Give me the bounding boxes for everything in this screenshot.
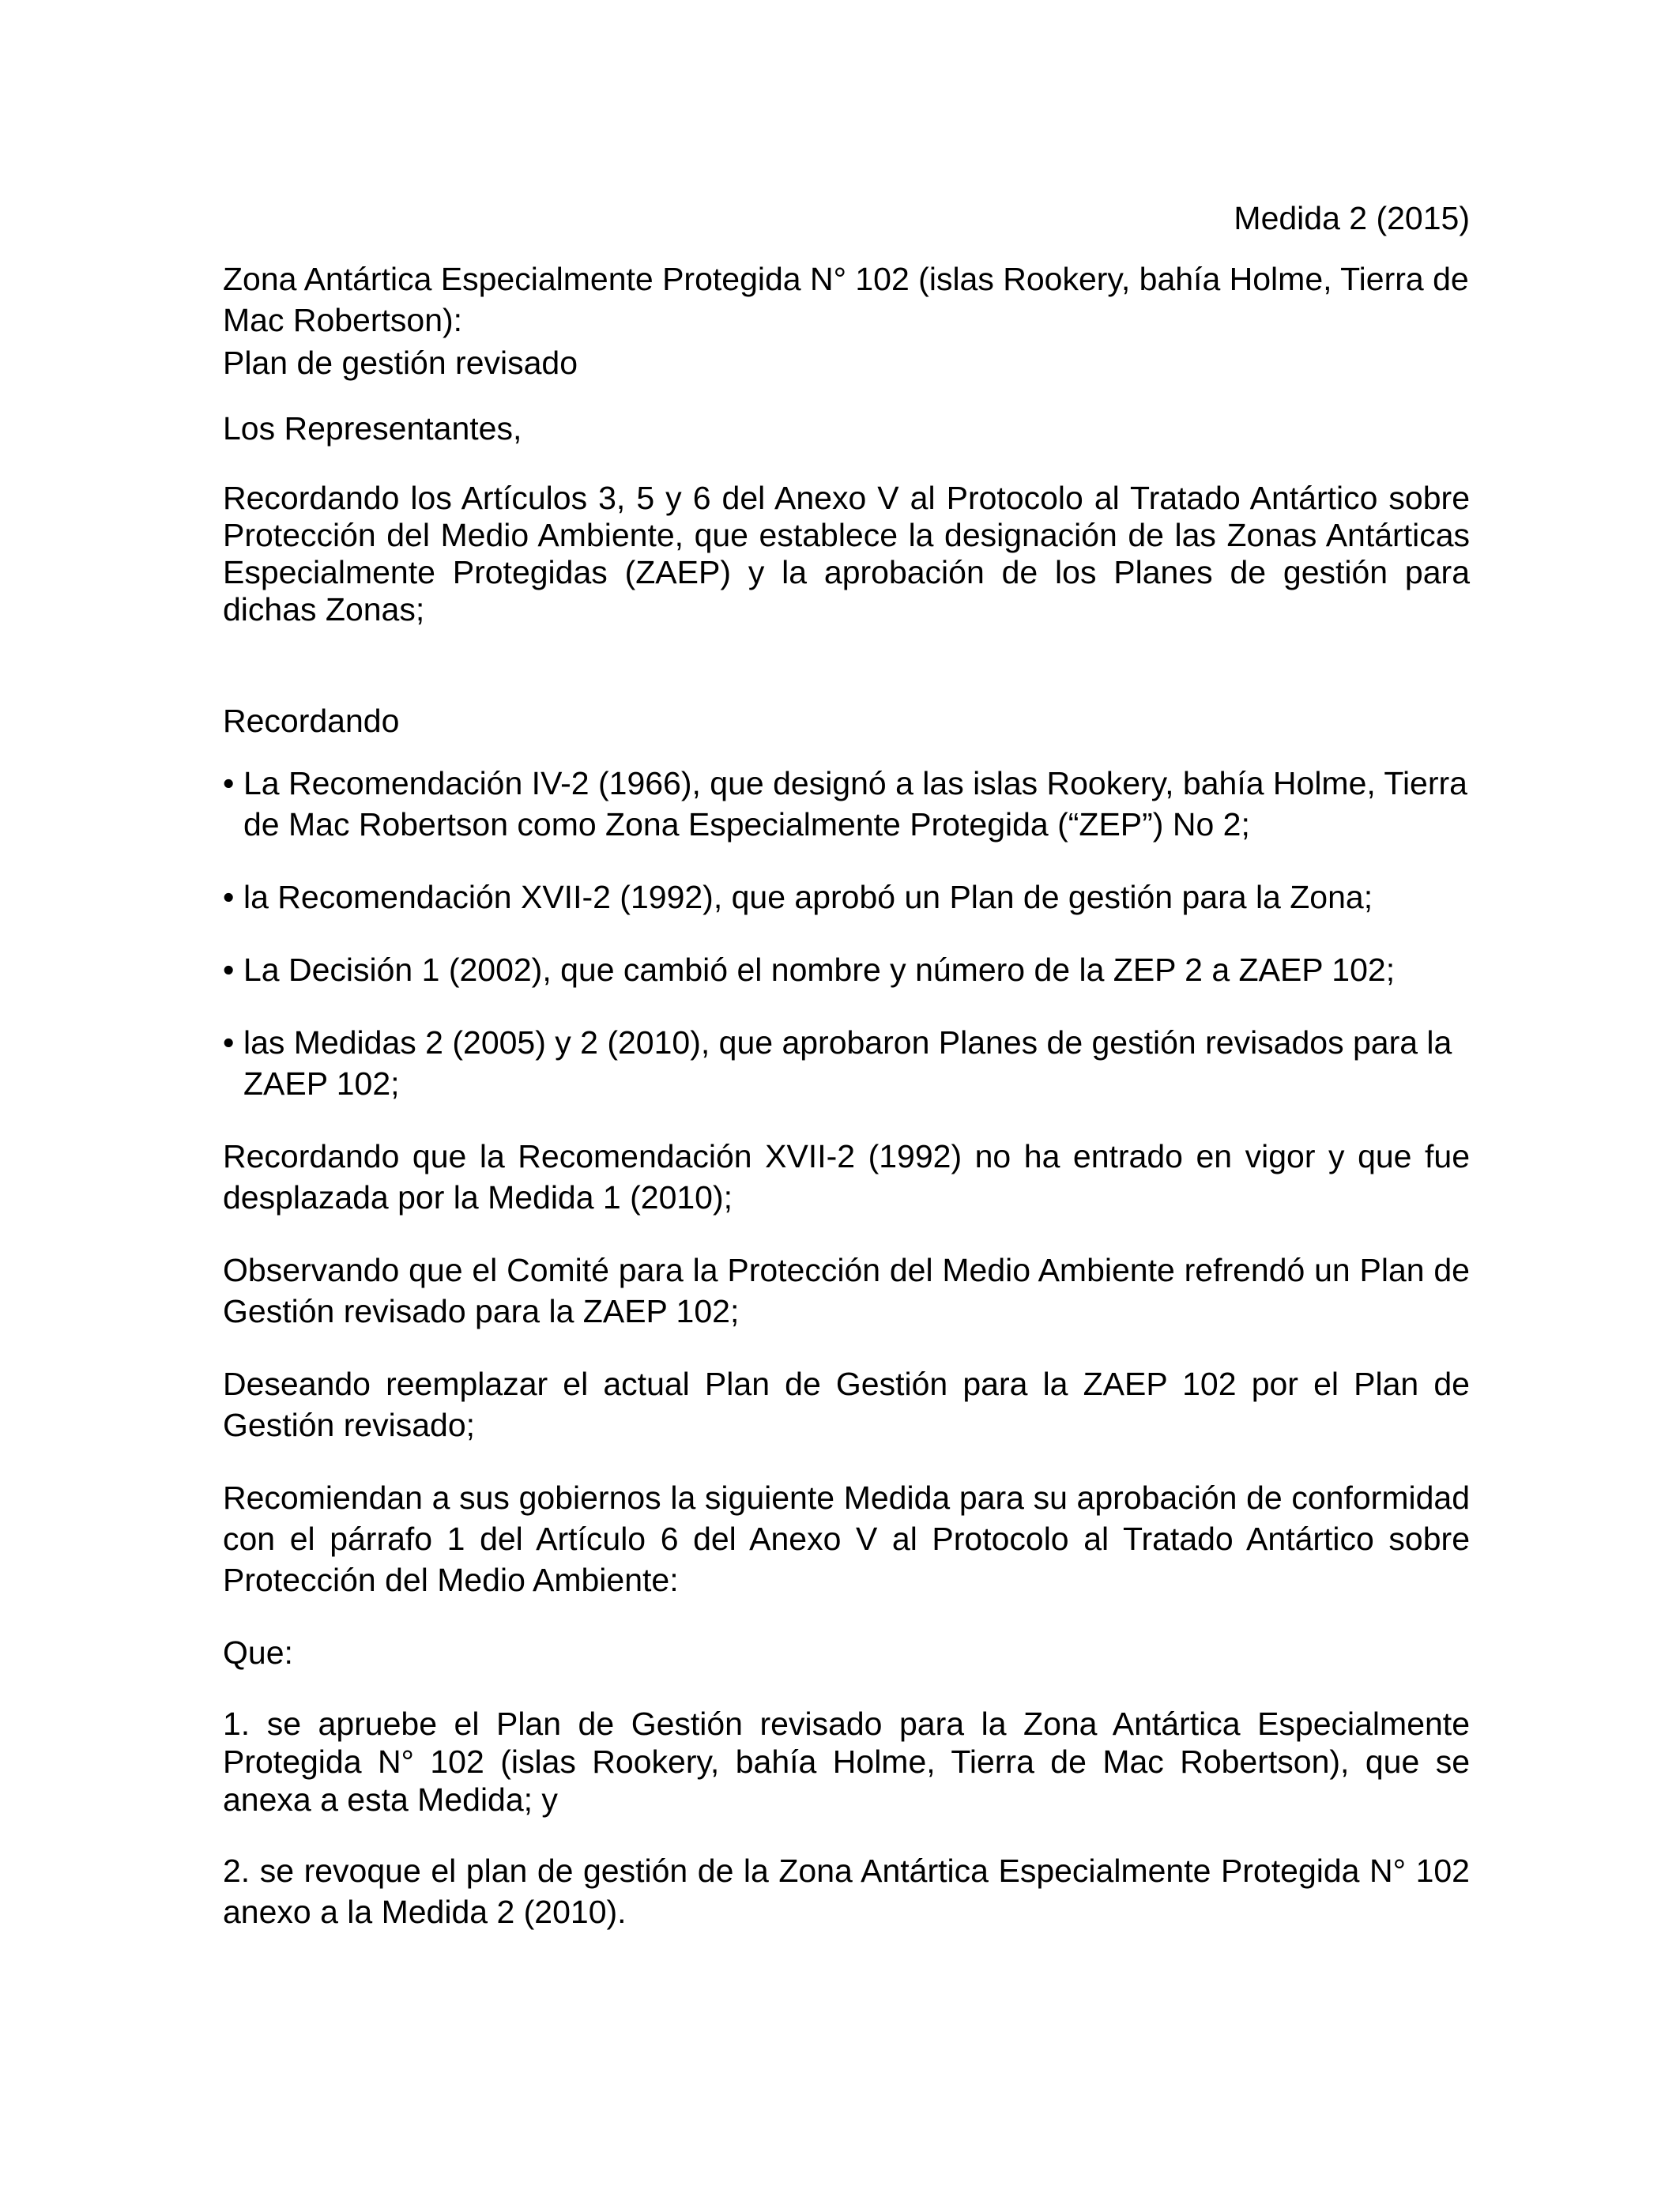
recalling-not-in-force-paragraph: Recordando que la Recomendación XVII-2 (1992) no ha entrado en vigor y que fue desplazada por la Medida 1 (2010); [223, 1138, 1470, 1216]
document-page [223, 198, 1470, 1932]
list-item-text-line-1: las Medidas 2 (2005) y 2 (2010), que aprobaron Planes de gestión revisados para la [243, 1024, 1452, 1061]
list-item [223, 949, 1470, 990]
title-line-2: Mac Robertson): [223, 302, 463, 338]
that-heading: Que: [223, 1634, 293, 1671]
bullet-marker: • [223, 765, 235, 801]
title-line-1: Zona Antártica Especialmente Protegida N° 102 (islas Rookery, bahía Holme, Tierra de [223, 261, 1469, 297]
bullet-list [223, 763, 1470, 1104]
list-item [223, 763, 1470, 845]
title-subtitle: Plan de gestión revisado [223, 345, 578, 381]
list-item-text-line-2: de Mac Robertson como Zona Especialmente Protegida (“ZEP”) No 2; [243, 806, 1250, 843]
representatives-paragraph: Los Representantes, [223, 410, 522, 447]
list-item [223, 1022, 1470, 1104]
desiring-paragraph: Deseando reemplazar el actual Plan de Gestión para la ZAEP 102 por el Plan de Gestión revisado; [223, 1366, 1470, 1443]
recalling-articles-paragraph: Recordando los Artículos 3, 5 y 6 del Anexo V al Protocolo al Tratado Antártico sobre Protección del Medio Ambiente, que establece la designación de las Zonas Antárticas Especialmente Protegidas (ZAEP) y la aprobación de los Planes de gestión para dichas Zonas; [223, 480, 1470, 628]
operative-item-2: 2. se revoque el plan de gestión de la Zona Antártica Especialmente Protegida N° 102 anexo a la Medida 2 (2010). [223, 1853, 1470, 1930]
list-item-text-line-1: La Decisión 1 (2002), que cambió el nombre y número de la ZEP 2 a ZAEP 102; [243, 952, 1396, 988]
bullet-marker: • [223, 879, 235, 915]
document-title [223, 258, 1470, 385]
list-item-text-line-1: La Recomendación IV-2 (1966), que designó a las islas Rookery, bahía Holme, Tierra [243, 765, 1467, 801]
operative-item-1: 1. se apruebe el Plan de Gestión revisado para la Zona Antártica Especialmente Protegida N° 102 (islas Rookery, bahía Holme, Tierra de Mac Robertson), que se anexa a esta Medida; y [223, 1706, 1470, 1818]
bullet-marker: • [223, 952, 235, 988]
list-item-text-line-1: la Recomendación XVII-2 (1992), que aprobó un Plan de gestión para la Zona; [243, 879, 1373, 915]
measure-number: Medida 2 (2015) [1234, 200, 1470, 236]
noting-paragraph: Observando que el Comité para la Protección del Medio Ambiente refrendó un Plan de Gestión revisado para la ZAEP 102; [223, 1252, 1470, 1329]
list-item-text-line-2: ZAEP 102; [243, 1065, 400, 1102]
recalling-heading: Recordando [223, 703, 400, 739]
recommend-paragraph: Recomiendan a sus gobiernos la siguiente Medida para su aprobación de conformidad con el párrafo 1 del Artículo 6 del Anexo V al Protocolo al Tratado Antártico sobre Protección del Medio Ambiente: [223, 1480, 1470, 1598]
list-item [223, 876, 1470, 918]
bullet-marker: • [223, 1024, 235, 1061]
